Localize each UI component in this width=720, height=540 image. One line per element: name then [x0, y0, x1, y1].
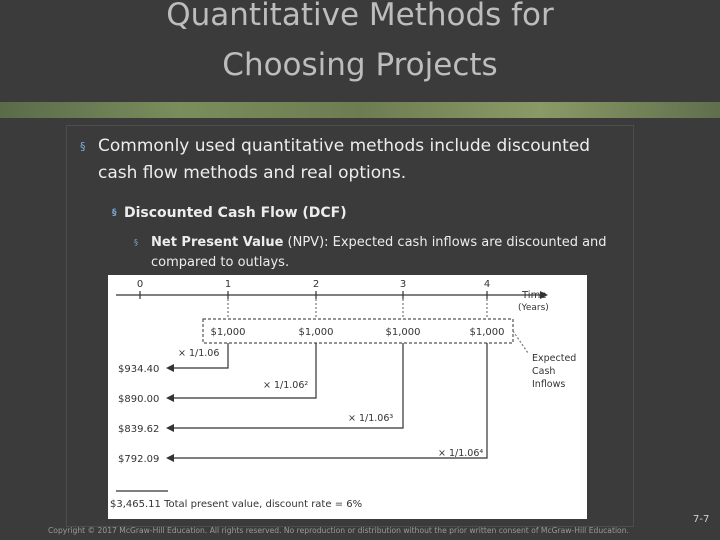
bullet-level-3 [134, 233, 624, 270]
present-value: $934.40 [118, 364, 160, 375]
year-label: 1 [224, 279, 232, 290]
cash-label-line: Expected [532, 353, 577, 364]
discount-factor: × 1/1.06⁴ [438, 448, 484, 459]
time-label: Time [522, 290, 547, 301]
decorative-band [0, 102, 720, 118]
year-label: 2 [312, 279, 320, 290]
present-value: $890.00 [118, 394, 160, 405]
npv-term: Net Present Value [151, 235, 284, 250]
slide-title [0, 0, 720, 102]
year-label: 0 [136, 279, 144, 290]
bullet-icon: § [134, 238, 138, 247]
cash-flow-value: $1,000 [210, 327, 246, 338]
copyright-footer: Copyright © 2017 McGraw-Hill Education. All rights reserved. No reproduction or distribution without the prior written consent of McGraw-Hill Education. [48, 526, 629, 535]
bullet-icon: § [80, 140, 86, 153]
cash-label-line: Cash [532, 366, 556, 377]
total-present-value: $3,465.11 Total present value, discount rate = 6% [110, 499, 363, 510]
cash-flow-value: $1,000 [298, 327, 334, 338]
discount-factor: × 1/1.06³ [348, 413, 394, 424]
title-line-2: Choosing Projects [222, 47, 498, 83]
cash-label-line: Inflows [532, 379, 566, 390]
bullet-3-text [151, 233, 631, 273]
discount-arrowhead [166, 394, 174, 402]
bullet-icon: § [112, 208, 117, 218]
discount-arrowhead [166, 454, 174, 462]
page-number: 7-7 [693, 514, 710, 525]
bullet-1-text: Commonly used quantitative methods include discounted cash flow methods and real options. [98, 136, 591, 183]
title-line-1: Quantitative Methods for [166, 0, 554, 33]
timeline-svg [108, 275, 587, 519]
cash-flow-value: $1,000 [469, 327, 505, 338]
npv-definition: (NPV): Expected cash inflows are discounted and compared to outlays. [151, 235, 607, 270]
cash-flow-value: $1,000 [385, 327, 421, 338]
bullet-2-text: Discounted Cash Flow (DCF) [124, 205, 347, 221]
npv-timeline-diagram [108, 275, 587, 519]
bullet-level-1 [80, 133, 620, 183]
present-value: $792.09 [118, 454, 160, 465]
cash-flow-box [203, 319, 513, 343]
discount-factor: × 1/1.06² [263, 380, 309, 391]
cash-label-connector [513, 331, 528, 353]
year-label: 4 [483, 279, 491, 290]
time-unit-label: (Years) [518, 303, 549, 313]
year-label: 3 [399, 279, 407, 290]
present-value: $839.62 [118, 424, 160, 435]
discount-factor: × 1/1.06 [178, 348, 220, 359]
discount-path [168, 343, 487, 458]
discount-arrowhead [166, 424, 174, 432]
bullet-level-2 [112, 203, 347, 223]
discount-arrowhead [166, 364, 174, 372]
